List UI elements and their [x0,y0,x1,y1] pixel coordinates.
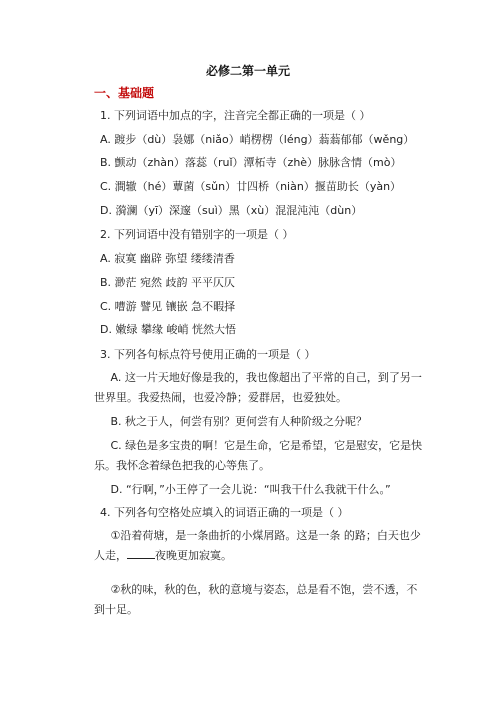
question-1-option-c: C. 澗辙（hé）蕈菌（sǔn）廿四桥（niàn）揠苗助长（yàn） [100,180,402,193]
fill-in-blank [127,548,155,559]
question-1-option-d: D. 漪澜（yī）深邃（suì）黑（xù）混混沌沌（dùn） [100,204,363,217]
question-4-item-1-text-end: 夜晚更加寂寞。 [155,549,232,562]
question-4-item-1-text: ①沿着荷塘，是一条曲折的小煤屑路。这是一条 的路；白天也少人走， [94,529,421,562]
question-3-stem: 3. 下列各句标点符号使用正确的一项是（ ） [100,348,316,361]
question-3-option-c: C. 绿色是多宝贵的啊！它是生命，它是希望，它是慰安，它是快乐。我怀念着绿色把我的心等焦了。 [94,439,423,472]
question-2-option-a: A. 寂寞 幽辟 弥望 缕缕清香 [100,252,235,265]
question-2-option-c: C. 嘈游 譬见 镶嵌 急不暇择 [100,300,236,313]
question-1-stem: 1. 下列词语中加点的字，注音完全都正确的一项是（ ） [100,109,371,122]
question-4-item-2: ②秋的味，秋的色，秋的意境与姿态，总是看不饱，尝不透，不到十足。 [94,583,418,616]
question-2-option-d: D. 嫩绿 攀缘 峻峭 恍然大悟 [100,323,236,336]
question-3-option-a: A. 这一片天地好像是我的，我也像超出了平常的自己，到了另一世界里。我爱热闹，也爱冷静；爱群居，也爱独处。 [94,371,422,404]
question-2-stem: 2. 下列词语中没有错别字的一项是（ ） [100,228,294,241]
question-4-stem: 4. 下列各句空格处应填入的词语正确的一项是（ ） [100,506,349,519]
question-1-option-a: A. 踱步（dù）袅娜（niǎo）峭楞楞（léng）蓊蓊郁郁（wěng） [100,133,415,146]
page-title: 必修二第一单元 [205,64,290,78]
section-heading: 一、基础题 [94,86,155,100]
question-3-option-d: D. “行啊，”小王停了一会儿说：“叫我干什么我就干什么。” [110,483,391,496]
question-4-item-1 [94,526,428,566]
question-3-option-b: B. 秋之于人，何尝有别？更何尝有人种阶级之分呢？ [110,415,368,428]
question-2-option-b: B. 渺茫 宛然 歧韵 平平仄仄 [100,276,236,289]
question-1-option-b: B. 颤动（zhàn）落蕊（ruǐ）潭柘寺（zhè）脉脉含情（mò） [100,156,402,169]
